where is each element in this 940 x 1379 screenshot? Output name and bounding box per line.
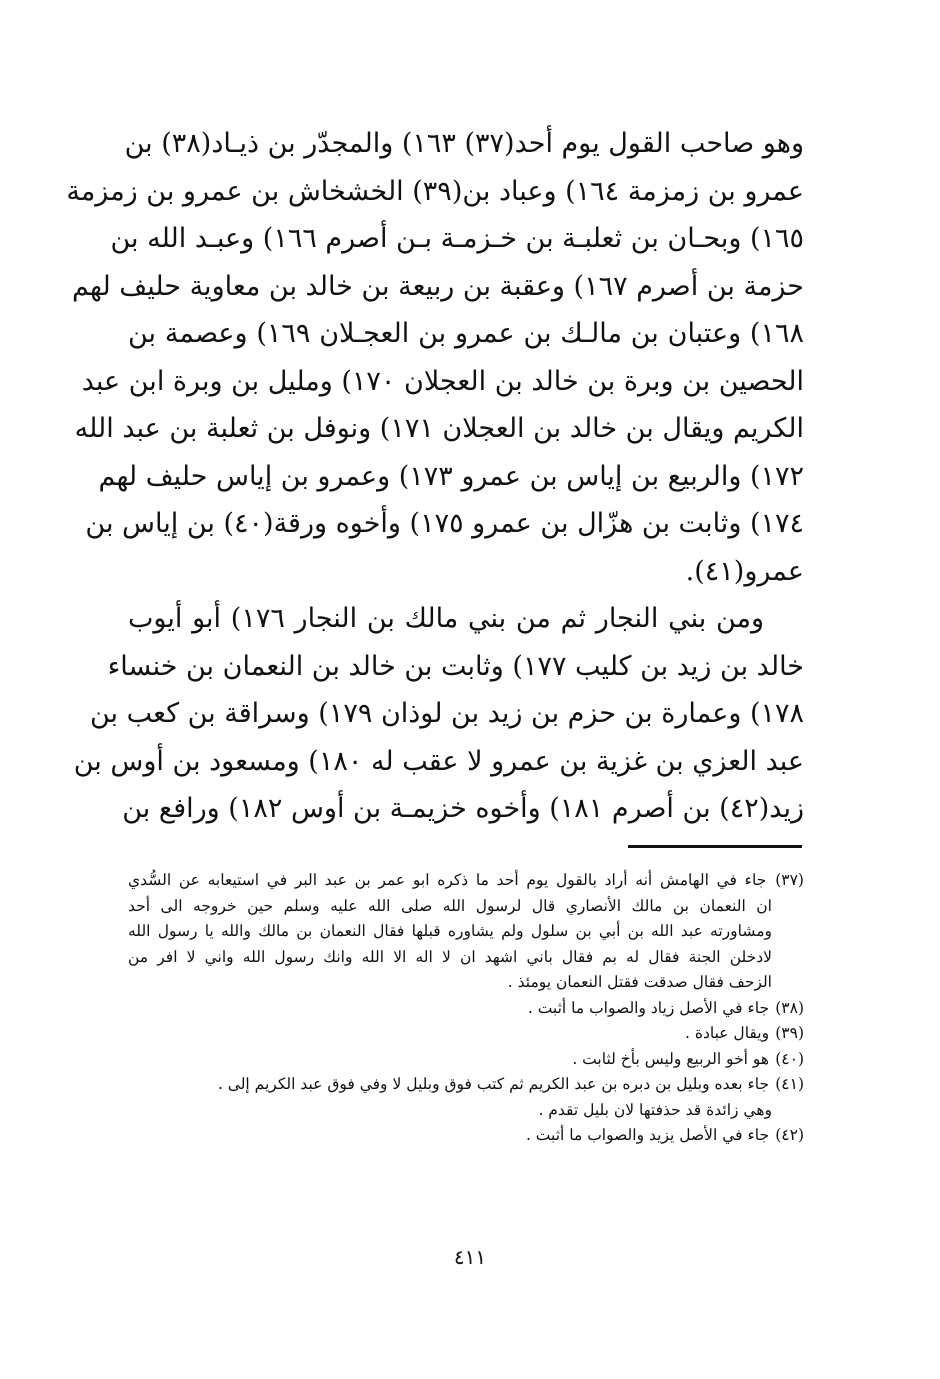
text-line: وهو صاحب القول يوم أحد(٣٧) ١٦٣) والمجدّر بن ذيـاد(٣٨) بن [124, 128, 804, 159]
text-line: ١٦٨) وعتبان بن مالـك بن عمرو بن العجـلان ١٦٩) وعصمة بن [128, 318, 804, 349]
footnote-41 [128, 1072, 804, 1098]
footnote-number: (٤٢) [775, 1126, 804, 1144]
footnote-continuation: الزحف فقال صدقت فقتل النعمان يومئذ . [507, 973, 772, 991]
footnote-continuation: وهي زائدة قد حذفتها لان بليل تقدم . [538, 1100, 772, 1119]
text-line: ١٦٥) وبحـان بن ثعلبـة بن خـزمـة بـن أصرم ١٦٦) وعبـد الله بن [110, 223, 804, 254]
footnote-number: (٤١) [775, 1075, 804, 1093]
footnote-38 [128, 996, 804, 1022]
text-line: ١٧٢) والربيع بن إياس بن عمرو ١٧٣) وعمرو بن إياس حليف لهم [98, 460, 804, 492]
footnote-continuation: ومشاورته عبد الله بن أبي بن سلول ولم يشاوره قبلها فقال النعمان بن مالك والله يا رسول الله [128, 922, 772, 940]
text-line: عمرو بن زمزمة ١٦٤) وعباد بن(٣٩) الخشخاش بن عمرو بن زمزمة [66, 175, 804, 207]
footnote-number: (٣٨) [775, 998, 804, 1017]
footnote-40 [128, 1047, 804, 1073]
footnote-42 [128, 1123, 804, 1149]
footnote-text: ويقال عبادة . [684, 1024, 770, 1042]
footnote-text: جاء بعده وبليل بن دبره بن عبد الكريم ثم كتب فوق وبليل لا وفي فوق عبد الكريم إلى . [217, 1075, 770, 1093]
footnote-text: هو أخو الربيع وليس بأخ لثابت . [572, 1049, 770, 1068]
text-line: عبد العزي بن غزية بن عمرو لا عقب له ١٨٠) ومسعود بن أوس بن [73, 745, 804, 777]
text-line: حزمة بن أصرم ١٦٧) وعقبة بن ربيعة بن خالد بن معاوية حليف لهم [72, 270, 804, 302]
text-line-paragraph-end: عمرو(٤١). [685, 555, 804, 587]
text-line: زيد(٤٢) بن أصرم ١٨١) وأخوه خزيمـة بن أوس ١٨٢) ورافع بن [122, 793, 804, 824]
footnote-text: جاء في الأصل يزيد والصواب ما أثبت . [525, 1126, 770, 1144]
footnote-text: جاء في الهامش أنه أراد بالقول يوم أحد ما ذكره ابو عمر بن عبد البر في استيعابه عن السُّدي [128, 871, 767, 889]
text-line-paragraph-start: ومن بني النجار ثم من بني مالك بن النجار ١٧٦) أبو أيوب [128, 603, 764, 634]
footnotes [128, 868, 804, 1149]
footnote-continuation: ان النعمان بن مالك الأنصاري قال لرسول الله صلى الله عليه وسلم حين خروجه الى أحد [128, 896, 772, 915]
footnote-number: (٤٠) [775, 1049, 804, 1068]
footnote-continuation: لادخلن الجنة فقال له بم فقال باني اشهد ان لا اله الا الله وانك رسول الله واني لا افر من [128, 947, 772, 966]
text-line: ١٧٤) وثابت بن هزّال بن عمرو ١٧٥) وأخوه ورقة(٤٠) بن إياس بن [85, 508, 804, 539]
text-line: الكريم ويقال بن خالد بن العجلان ١٧١) ونوفل بن ثعلبة بن عبد الله [74, 413, 804, 444]
text-line: خالد بن زيد بن كليب ١٧٧) وثابت بن خالد بن النعمان بن خنساء [107, 650, 804, 682]
footnote-number: (٣٧) [775, 871, 804, 889]
text-line: ١٧٨) وعمارة بن حزم بن زيد بن لوذان ١٧٩) وسراقة بن كعب بن [90, 698, 804, 729]
footnote-39 [128, 1021, 804, 1047]
footnote-number: (٣٩) [775, 1024, 804, 1042]
main-text [66, 120, 804, 833]
page-number: ٤١١ [453, 1245, 487, 1269]
footnote-text: جاء في الأصل زياد والصواب ما أثبت . [527, 998, 770, 1017]
text-line: الحصين بن وبرة بن خالد بن العجلان ١٧٠) ومليل بن وبرة ابن عبد [81, 365, 804, 397]
footnote-37 [128, 868, 804, 894]
footnote-separator [628, 845, 802, 848]
